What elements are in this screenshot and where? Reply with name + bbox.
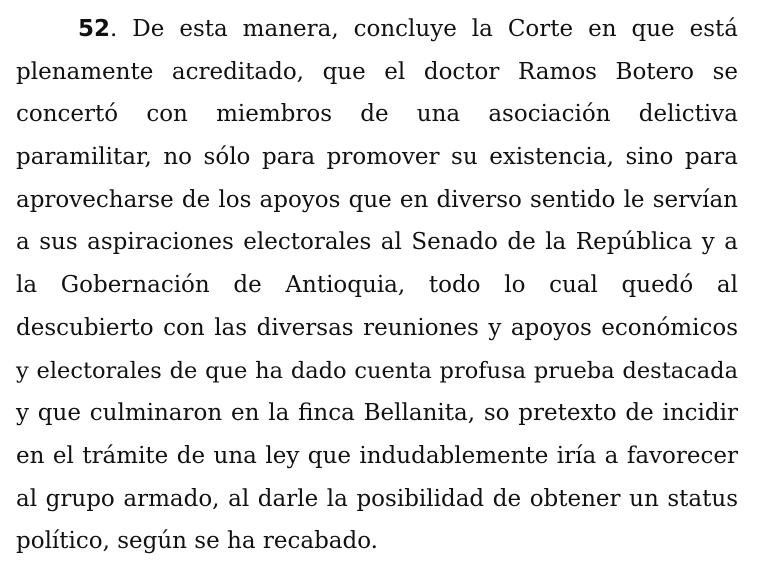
paragraph-line: en el trámite de una ley que indudablemente iría a favorecer <box>16 442 738 469</box>
paragraph-line-text: . De esta manera, concluye la Corte en que está <box>110 16 738 42</box>
paragraph-52 <box>16 8 738 563</box>
paragraph-line: y electorales de que ha dado cuenta profusa prueba destacada <box>16 357 738 384</box>
paragraph-line: a sus aspiraciones electorales al Senado de la República y a <box>16 229 738 256</box>
paragraph-number: 52 <box>78 16 111 42</box>
paragraph-line: político, según se ha recabado. <box>16 528 378 555</box>
paragraph-line: al grupo armado, al darle la posibilidad de obtener un status <box>16 485 738 512</box>
paragraph-line: concertó con miembros de una asociación delictiva <box>16 101 738 128</box>
paragraph-line: plenamente acreditado, que el doctor Ramos Botero se <box>16 58 738 85</box>
paragraph-line: descubierto con las diversas reuniones y apoyos económicos <box>16 314 738 341</box>
paragraph-line: aprovecharse de los apoyos que en diverso sentido le servían <box>16 186 738 213</box>
paragraph-line <box>16 8 738 51</box>
paragraph-line: y que culminaron en la finca Bellanita, so pretexto de incidir <box>16 400 738 427</box>
paragraph-line: la Gobernación de Antioquia, todo lo cual quedó al <box>16 272 738 299</box>
paragraph-line: paramilitar, no sólo para promover su existencia, sino para <box>16 144 738 171</box>
